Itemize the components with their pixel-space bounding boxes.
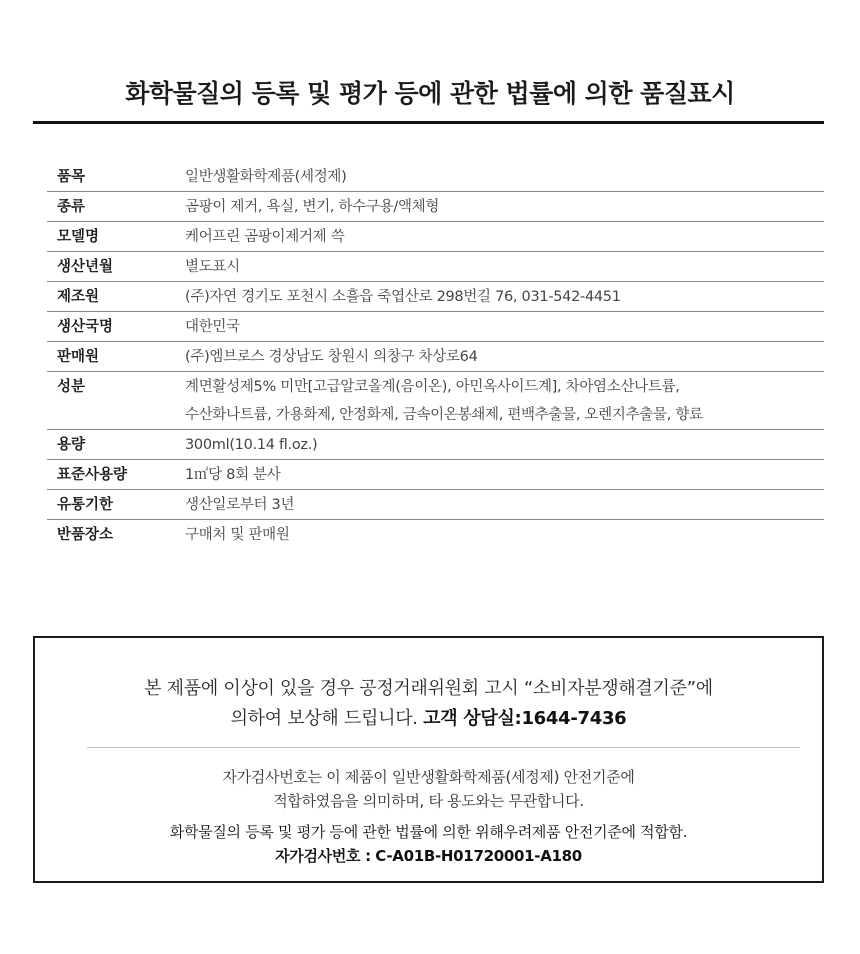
- row-value-production-date: 별도표시: [185, 252, 824, 282]
- table-row: [47, 342, 824, 372]
- certification-number-label: 자가검사번호 :: [275, 847, 371, 865]
- certification-number: C-A01B-H01720001-A180: [375, 847, 582, 865]
- row-value-type: 곰팡이 제거, 욕실, 변기, 하수구용/액체형: [185, 192, 824, 222]
- row-label-return-place: 반품장소: [57, 527, 114, 543]
- row-label-production-date: 생산년월: [47, 252, 185, 282]
- notice-box: [33, 636, 824, 883]
- row-label-item: 품목: [47, 162, 185, 192]
- notice-divider: [87, 747, 800, 748]
- table-row: [47, 252, 824, 282]
- description-line: 자가검사번호는 이 제품이 일반생활화학제품(세정제) 안전기준에: [222, 768, 635, 786]
- row-value-country: 대한민국: [185, 312, 824, 342]
- row-value-expiration: 생산일로부터 3년: [185, 490, 824, 520]
- table-row: [47, 222, 824, 252]
- table-row: [47, 372, 824, 430]
- certification-number-line: [35, 844, 822, 868]
- table-row: [47, 520, 824, 550]
- row-label-volume: 용량: [47, 430, 185, 460]
- table-row: [47, 162, 824, 192]
- table-row: [47, 312, 824, 342]
- table-row: [47, 460, 824, 490]
- notice-line: 본 제품에 이상이 있을 경우 공정거래위원회 고시 “소비자분쟁해결기준”에: [144, 678, 713, 699]
- notice-line: [35, 704, 822, 734]
- row-value-return-place: 구매처 및 판매원: [185, 527, 290, 543]
- row-label-model: 모델명: [47, 222, 185, 252]
- table-row: [47, 430, 824, 460]
- row-label-manufacturer: 제조원: [47, 282, 185, 312]
- certification-statement: 화학물질의 등록 및 평가 등에 관한 법률에 의한 위해우려제품 안전기준에 적합함.: [169, 823, 688, 841]
- consumer-notice: [35, 674, 822, 734]
- row-label-standard-usage: 표준사용량: [47, 460, 185, 490]
- row-value-volume: 300ml(10.14 fl.oz.): [185, 430, 824, 460]
- customer-center-phone: 고객 상담실:1644-7436: [423, 708, 627, 729]
- row-label-ingredients: 성분: [47, 372, 185, 430]
- row-value-item: 일반생활화학제품(세정제): [185, 162, 824, 192]
- table-row: [47, 192, 824, 222]
- row-label-type: 종류: [47, 192, 185, 222]
- safety-certification: [35, 820, 822, 868]
- self-inspection-description: [35, 765, 822, 813]
- notice-line-text: 의하여 보상해 드립니다.: [230, 708, 418, 729]
- table-row: [47, 282, 824, 312]
- row-value-standard-usage: 1㎡당 8회 분사: [185, 460, 824, 490]
- title-divider: [33, 121, 824, 124]
- row-value-ingredients: [185, 372, 824, 430]
- table-row: [47, 490, 824, 520]
- description-line: 적합하였음을 의미하며, 타 용도와는 무관합니다.: [273, 792, 584, 810]
- ingredients-line: 수산화나트륨, 가용화제, 안정화제, 금속이온봉쇄제, 편백추출물, 오렌지추출물, 향료: [185, 407, 703, 423]
- row-value-seller: (주)엠브로스 경상남도 창원시 의창구 차상로64: [185, 342, 824, 372]
- row-label-country: 생산국명: [47, 312, 185, 342]
- row-value-model: 케어프린 곰팡이제거제 쓱: [185, 222, 824, 252]
- row-value-manufacturer: (주)자연 경기도 포천시 소흘읍 죽엽산로 298번길 76, 031-542-4451: [185, 282, 824, 312]
- ingredients-line: 계면활성제5% 미만[고급알코올계(음이온), 아민옥사이드계], 차아염소산나트륨,: [185, 379, 680, 395]
- row-label-expiration: 유통기한: [47, 490, 185, 520]
- page-title: 화학물질의 등록 및 평가 등에 관한 법률에 의한 품질표시: [125, 79, 735, 108]
- product-info-table: [47, 162, 824, 549]
- row-label-seller: 판매원: [47, 342, 185, 372]
